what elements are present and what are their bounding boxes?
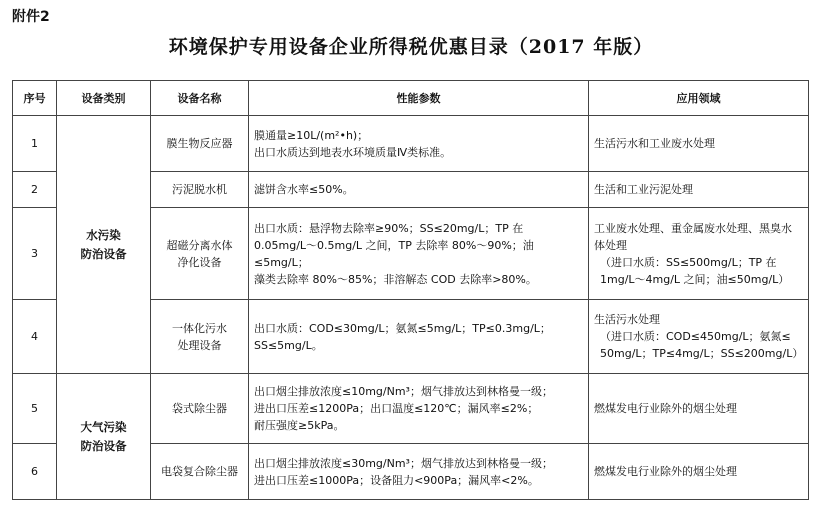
performance-params-line: 出口水质：COD≤30mg/L；氨氮≤5mg/L；TP≤0.3mg/L；: [254, 321, 551, 335]
row-number: 4: [13, 300, 57, 374]
row-number: 2: [13, 172, 57, 208]
equipment-name-line: 一体化污水: [172, 321, 227, 335]
attachment-label: 附件2: [12, 9, 50, 25]
row-number: 3: [13, 208, 57, 300]
equipment-name-line: 净化设备: [177, 255, 222, 269]
application-field-line: 工业废水处理、重金属废水处理、黑臭水: [594, 221, 792, 235]
performance-params-line: 进出口压差≤1200Pa；出口温度≤120℃；漏风率≤2%；: [254, 402, 539, 415]
performance-params-line: 出口烟尘排放浓度≤30mg/Nm³；烟气排放达到林格曼一级；: [254, 456, 553, 470]
application-field: [589, 444, 809, 500]
application-field-line: 生活污水和工业废水处理: [594, 137, 715, 150]
application-field-line: 燃煤发电行业除外的烟尘处理: [594, 402, 737, 415]
equipment-name-line: 处理设备: [177, 338, 222, 352]
application-field: [589, 172, 809, 208]
equipment-name-line: 污泥脱水机: [172, 183, 227, 196]
equipment-name-line: 膜生物反应器: [166, 137, 233, 150]
application-field-line: 体处理: [594, 238, 627, 252]
equipment-name: [151, 208, 249, 300]
category-line: 大气污染: [80, 419, 127, 434]
application-field: [589, 300, 809, 374]
header-params: 性能参数: [249, 81, 589, 116]
application-field-line: 生活污水处理: [594, 313, 660, 326]
header-no: 序号: [13, 81, 57, 116]
application-field-line: 50mg/L；TP≤4mg/L；SS≤200mg/L）: [600, 347, 804, 360]
equipment-name: [151, 300, 249, 374]
performance-params-line: 藻类去除率 80%～85%；非溶解态 COD 去除率>80%。: [254, 272, 537, 286]
performance-params-line: SS≤5mg/L。: [254, 338, 323, 352]
equipment-name: [151, 374, 249, 444]
performance-params-line: 出口烟尘排放浓度≤10mg/Nm³；烟气排放达到林格曼一级；: [254, 385, 553, 398]
category-line: 防治设备: [80, 246, 127, 261]
performance-params: [249, 444, 589, 500]
header-category: 设备类别: [57, 81, 151, 116]
performance-params-line: 滤饼含水率≤50%。: [254, 183, 354, 196]
performance-params-line: 进出口压差≤1000Pa；设备阻力<900Pa；漏风率<2%。: [254, 473, 539, 487]
equipment-name-line: 袋式除尘器: [172, 402, 227, 415]
performance-params: [249, 374, 589, 444]
table-row: [13, 374, 809, 444]
header-application: 应用领域: [589, 81, 809, 116]
row-number: 1: [13, 116, 57, 172]
document-title: 环境保护专用设备企业所得税优惠目录（2017 年版）: [168, 36, 654, 58]
performance-params: [249, 208, 589, 300]
performance-params: [249, 172, 589, 208]
application-field-line: 燃煤发电行业除外的烟尘处理: [594, 465, 737, 478]
performance-params-line: 0.05mg/L～0.5mg/L 之间，TP 去除率 80%～90%；油≤5mg/L；: [254, 238, 534, 269]
equipment-name: [151, 444, 249, 500]
category-line: 水污染: [86, 227, 121, 242]
application-field-line: 生活和工业污泥处理: [594, 183, 693, 196]
equipment-catalog-table: [12, 80, 809, 500]
row-number: 6: [13, 444, 57, 500]
application-field: [589, 208, 809, 300]
category-line: 防治设备: [80, 438, 127, 453]
equipment-name: [151, 116, 249, 172]
table-header-row: [13, 81, 809, 116]
application-field-line: （进口水质：COD≤450mg/L；氨氮≤: [600, 330, 791, 343]
application-field-line: （进口水质：SS≤500mg/L；TP 在: [600, 255, 777, 269]
application-field-line: 1mg/L～4mg/L 之间；油≤50mg/L）: [600, 272, 790, 286]
table-row: [13, 116, 809, 172]
equipment-name-line: 电袋复合除尘器: [161, 465, 238, 478]
equipment-category: [57, 116, 151, 374]
equipment-category: [57, 374, 151, 500]
performance-params-line: 耐压强度≥5kPa。: [254, 419, 345, 432]
performance-params: [249, 300, 589, 374]
equipment-name-line: 超磁分离水体: [166, 238, 233, 252]
row-number: 5: [13, 374, 57, 444]
equipment-name: [151, 172, 249, 208]
performance-params-line: 出口水质：悬浮物去除率≥90%；SS≤20mg/L；TP 在: [254, 221, 524, 235]
application-field: [589, 374, 809, 444]
header-name: 设备名称: [151, 81, 249, 116]
application-field: [589, 116, 809, 172]
performance-params-line: 膜通量≥10L/(m²•h)；: [254, 128, 369, 142]
performance-params: [249, 116, 589, 172]
performance-params-line: 出口水质达到地表水环境质量Ⅳ类标准。: [254, 145, 452, 159]
